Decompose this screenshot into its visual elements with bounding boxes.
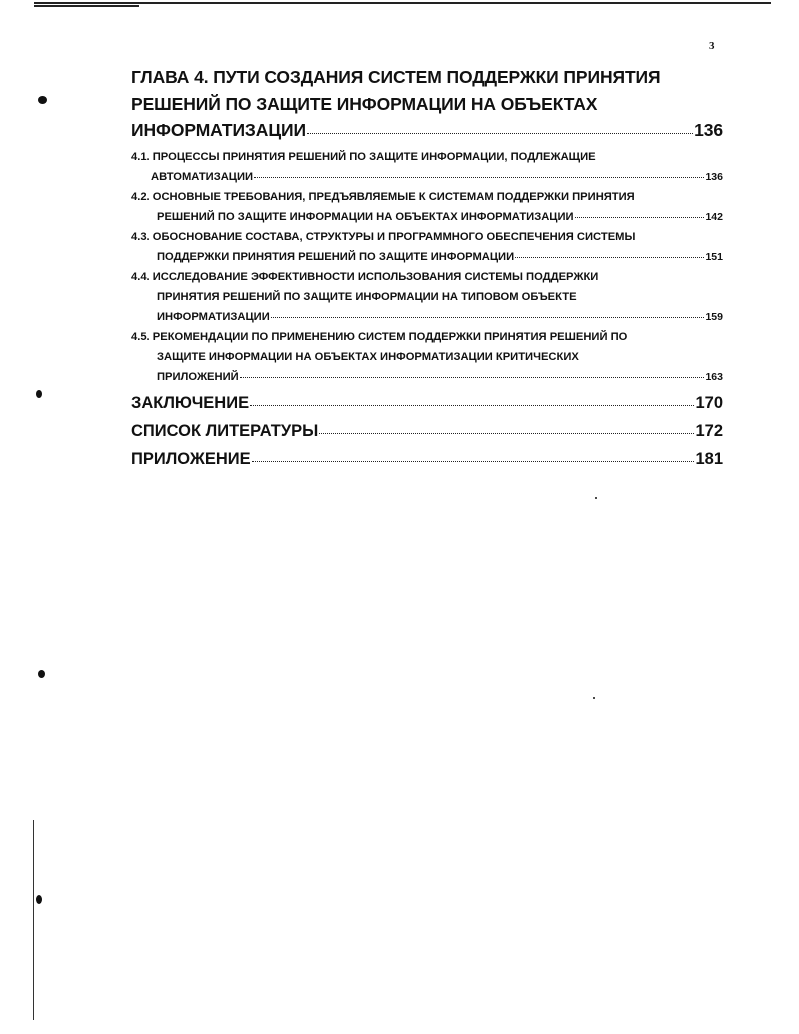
dot-leader xyxy=(575,217,705,218)
toc-entry-title-end: РЕШЕНИЙ ПО ЗАЩИТЕ ИНФОРМАЦИИ НА ОБЪЕКТАХ ИНФОРМАТИЗАЦИИ xyxy=(157,210,574,223)
toc-entry-conclusion[interactable] xyxy=(131,389,723,417)
toc-entry-line: ЗАЩИТЕ ИНФОРМАЦИИ НА ОБЪЕКТАХ ИНФОРМАТИЗАЦИИ КРИТИЧЕСКИХ xyxy=(157,350,579,363)
toc-entry-appendix[interactable] xyxy=(131,445,723,473)
toc-entry-title-end: АВТОМАТИЗАЦИИ xyxy=(151,170,254,183)
dot-leader xyxy=(254,177,704,178)
toc-entry-chapter-4[interactable] xyxy=(131,64,723,144)
toc-entry-line: 4.5. РЕКОМЕНДАЦИИ ПО ПРИМЕНЕНИЮ СИСТЕМ ПОДДЕРЖКИ ПРИНЯТИЯ РЕШЕНИЙ ПО xyxy=(131,330,628,343)
toc-entry-line: 4.2. ОСНОВНЫЕ ТРЕБОВАНИЯ, ПРЕДЪЯВЛЯЕМЫЕ К СИСТЕМАМ ПОДДЕРЖКИ ПРИНЯТИЯ xyxy=(131,190,635,203)
dot-leader xyxy=(319,433,694,434)
toc-page-number: 159 xyxy=(705,310,723,323)
toc-entry-section-4-1[interactable] xyxy=(131,147,723,187)
toc-page-number: 136 xyxy=(694,120,723,140)
toc-entry-title-end: ПРИЛОЖЕНИЙ xyxy=(157,370,239,383)
toc-entry-line: 4.3. ОБОСНОВАНИЕ СОСТАВА, СТРУКТУРЫ И ПРОГРАММНОГО ОБЕСПЕЧЕНИЯ СИСТЕМЫ xyxy=(131,230,636,243)
toc-page-number: 172 xyxy=(695,421,723,440)
toc-entry-line: 4.4. ИССЛЕДОВАНИЕ ЭФФЕКТИВНОСТИ ИСПОЛЬЗОВАНИЯ СИСТЕМЫ ПОДДЕРЖКИ xyxy=(131,270,599,283)
toc-page-number: 136 xyxy=(705,170,723,183)
toc-page-number: 163 xyxy=(705,370,723,383)
dot-leader xyxy=(271,317,705,318)
scan-speck xyxy=(36,895,42,904)
scan-speck xyxy=(38,670,45,678)
dot-leader xyxy=(515,257,704,258)
toc-entry-title: ПРИЛОЖЕНИЕ xyxy=(131,449,251,468)
toc-entry-title-end: ПОДДЕРЖКИ ПРИНЯТИЯ РЕШЕНИЙ ПО ЗАЩИТЕ ИНФОРМАЦИИ xyxy=(157,250,515,263)
toc-entry-line: ГЛАВА 4. ПУТИ СОЗДАНИЯ СИСТЕМ ПОДДЕРЖКИ ПРИНЯТИЯ xyxy=(131,67,661,87)
dot-leader xyxy=(307,133,693,134)
toc-page-number: 181 xyxy=(695,449,723,468)
scan-edge-line xyxy=(33,820,34,1020)
toc-page-number: 142 xyxy=(705,210,723,223)
toc-entry-title-end: ИНФОРМАТИЗАЦИИ xyxy=(157,310,270,323)
table-of-contents xyxy=(131,64,723,473)
toc-entry-line: 4.1. ПРОЦЕССЫ ПРИНЯТИЯ РЕШЕНИЙ ПО ЗАЩИТЕ ИНФОРМАЦИИ, ПОДЛЕЖАЩИЕ xyxy=(131,150,596,163)
toc-entry-references[interactable] xyxy=(131,417,723,445)
toc-page-number: 151 xyxy=(705,250,723,263)
toc-entry-line: ПРИНЯТИЯ РЕШЕНИЙ ПО ЗАЩИТЕ ИНФОРМАЦИИ НА ТИПОВОМ ОБЪЕКТЕ xyxy=(157,290,577,303)
toc-entry-title: СПИСОК ЛИТЕРАТУРЫ xyxy=(131,421,319,440)
scan-speck xyxy=(593,697,595,699)
dot-leader xyxy=(252,461,695,462)
scan-top-rule xyxy=(34,2,771,4)
scan-top-rule-short xyxy=(34,5,139,7)
dot-leader xyxy=(250,405,694,406)
toc-entry-section-4-3[interactable] xyxy=(131,227,723,267)
dot-leader xyxy=(240,377,705,378)
scan-speck xyxy=(36,390,42,398)
toc-page-number: 170 xyxy=(695,393,723,412)
toc-entry-section-4-2[interactable] xyxy=(131,187,723,227)
scan-speck xyxy=(595,497,597,499)
toc-entry-section-4-4[interactable] xyxy=(131,267,723,327)
toc-entry-title-end: ИНФОРМАТИЗАЦИИ xyxy=(131,120,306,140)
page-number: 3 xyxy=(709,40,715,52)
toc-entry-section-4-5[interactable] xyxy=(131,327,723,387)
toc-entry-line: РЕШЕНИЙ ПО ЗАЩИТЕ ИНФОРМАЦИИ НА ОБЪЕКТАХ xyxy=(131,93,598,114)
toc-entry-title: ЗАКЛЮЧЕНИЕ xyxy=(131,393,250,412)
scan-speck xyxy=(38,96,47,104)
